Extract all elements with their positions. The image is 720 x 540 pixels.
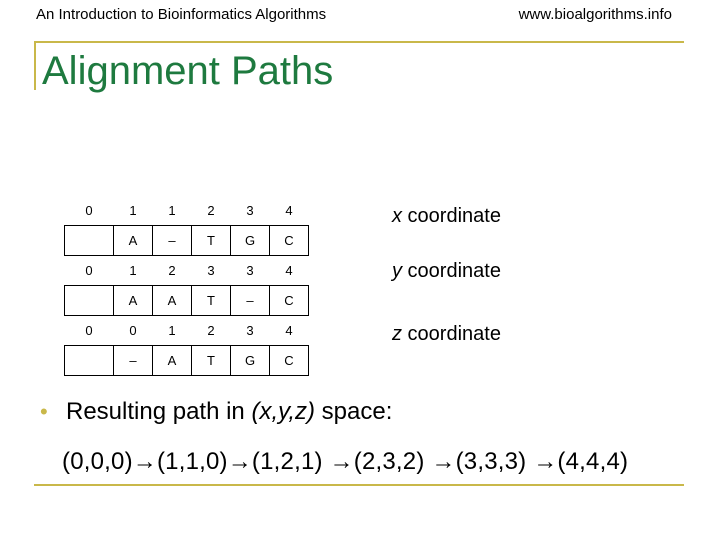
- y-coordinate-word: coordinate: [402, 260, 501, 282]
- grid-cell: A: [153, 286, 192, 316]
- grid-row-seq: [65, 346, 309, 376]
- grid-cell: 1: [129, 263, 137, 278]
- grid-cell: –: [153, 226, 192, 256]
- grid-row-seq: [65, 226, 309, 256]
- grid-cell: 0: [129, 323, 137, 338]
- grid-row-num: [65, 196, 309, 226]
- bullet-italic-xyz: (x,y,z): [251, 398, 315, 425]
- grid-cell: [65, 226, 114, 256]
- bottom-rule: [34, 484, 684, 486]
- z-coordinate-word: coordinate: [402, 323, 501, 345]
- grid-cell: 4: [285, 323, 293, 338]
- grid-cell: 2: [168, 263, 176, 278]
- alignment-grid: [64, 196, 309, 376]
- grid-cell: 4: [285, 203, 293, 218]
- x-coordinate-label: [392, 205, 501, 228]
- grid-cell: 0: [85, 203, 93, 218]
- grid-cell: 0: [85, 263, 93, 278]
- grid-cell: T: [192, 226, 231, 256]
- title-rule-left: [34, 41, 36, 90]
- bullet-prefix: Resulting path in: [66, 398, 252, 425]
- grid-cell: T: [192, 346, 231, 376]
- grid-cell: 0: [85, 323, 93, 338]
- grid-cell: 4: [285, 263, 293, 278]
- bullet-resulting-path: [40, 398, 392, 426]
- grid-cell: 3: [246, 263, 254, 278]
- grid-cell: 2: [207, 323, 215, 338]
- grid-cell: G: [231, 346, 270, 376]
- grid-cell: [65, 286, 114, 316]
- grid-cell: C: [270, 226, 309, 256]
- x-coordinate-word: coordinate: [402, 205, 501, 227]
- grid-cell: –: [114, 346, 153, 376]
- grid-cell: [65, 346, 114, 376]
- grid-cell: 3: [246, 203, 254, 218]
- path-sequence: (0,0,0)→(1,1,0)→(1,2,1) →(2,3,2) →(3,3,3) →(4,4,4): [62, 448, 629, 475]
- grid-cell: C: [270, 286, 309, 316]
- z-coordinate-label: [392, 323, 501, 346]
- z-variable: z: [392, 323, 402, 345]
- slide-title: Alignment Paths: [42, 49, 334, 93]
- grid-cell: 3: [207, 263, 215, 278]
- bullet-dot-icon: •: [40, 399, 48, 424]
- grid-cell: 1: [168, 323, 176, 338]
- grid-cell: 2: [207, 203, 215, 218]
- grid-cell: 3: [246, 323, 254, 338]
- grid-row-num: [65, 316, 309, 346]
- y-variable: y: [392, 260, 402, 282]
- grid-cell: C: [270, 346, 309, 376]
- bullet-suffix: space:: [315, 398, 393, 425]
- grid-cell: 1: [168, 203, 176, 218]
- header-website: www.bioalgorithms.info: [518, 6, 672, 23]
- grid-cell: 1: [129, 203, 137, 218]
- grid-cell: T: [192, 286, 231, 316]
- grid-row-seq: [65, 286, 309, 316]
- grid-cell: A: [114, 286, 153, 316]
- header-course-title: An Introduction to Bioinformatics Algorithms: [36, 6, 327, 23]
- grid-cell: G: [231, 226, 270, 256]
- grid-cell: A: [114, 226, 153, 256]
- grid-cell: A: [153, 346, 192, 376]
- x-variable: x: [392, 205, 402, 227]
- title-rule-top: [34, 41, 684, 43]
- grid-row-num: [65, 256, 309, 286]
- y-coordinate-label: [392, 260, 501, 283]
- grid-cell: –: [231, 286, 270, 316]
